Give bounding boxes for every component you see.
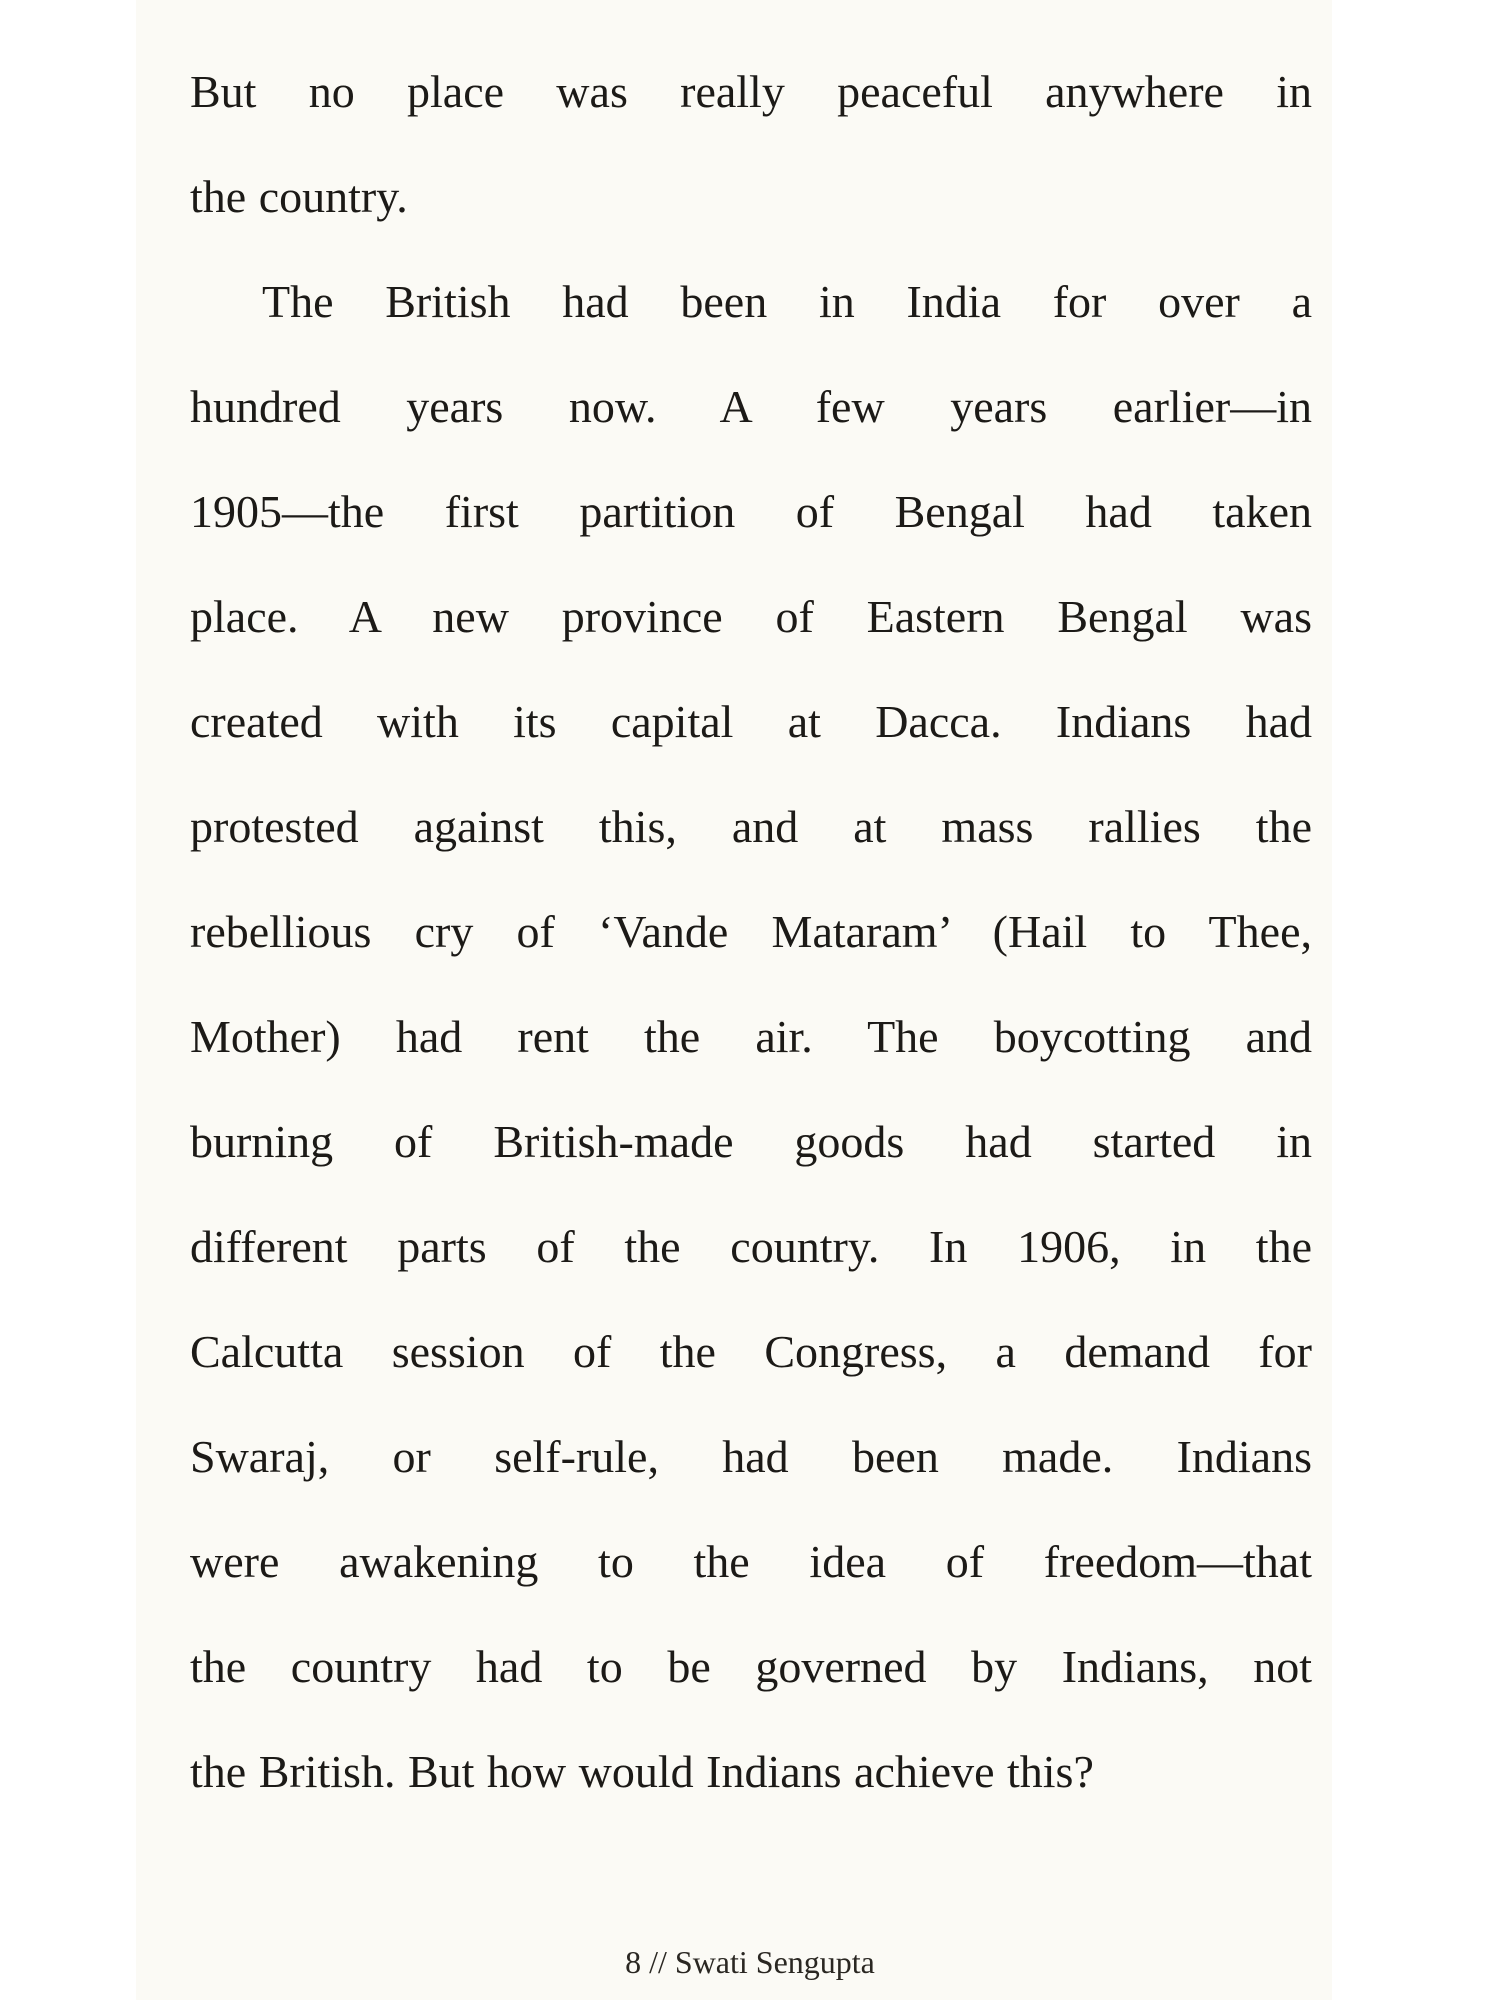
text-line: different parts of the country. In 1906, in the [190,1221,1312,1272]
text-line: rebellious cry of ‘Vande Mataram’ (Hail to Thee, [190,906,1312,957]
text-line: But no place was really peaceful anywhere in [190,66,1312,117]
text-line: the country. [190,171,408,222]
body-text [190,62,1312,1847]
text-line: hundred years now. A few years earlier—in [190,381,1312,432]
text-line: were awakening to the idea of freedom—that [190,1536,1312,1587]
text-line: Swaraj, or self-rule, had been made. Indians [190,1431,1312,1482]
page-footer [0,1944,1500,1981]
text-line: created with its capital at Dacca. Indians had [190,696,1312,747]
paragraph [190,62,1312,272]
text-line: burning of British-made goods had started in [190,1116,1312,1167]
text-line: place. A new province of Eastern Bengal was [190,591,1312,642]
text-line: 1905—the first partition of Bengal had taken [190,486,1312,537]
text-line: the country had to be governed by Indians, not [190,1641,1312,1692]
author-name: Swati Sengupta [674,1944,875,1980]
text-line: Mother) had rent the air. The boycotting and [190,1011,1312,1062]
footer-separator: // [649,1944,667,1980]
text-line: Calcutta session of the Congress, a demand for [190,1326,1312,1377]
paragraph [190,272,1312,1847]
text-line: the British. But how would Indians achieve this? [190,1746,1094,1797]
text-line: protested against this, and at mass rallies the [190,801,1312,852]
page-number: 8 [625,1944,642,1980]
text-line: The British had been in India for over a [262,276,1312,327]
